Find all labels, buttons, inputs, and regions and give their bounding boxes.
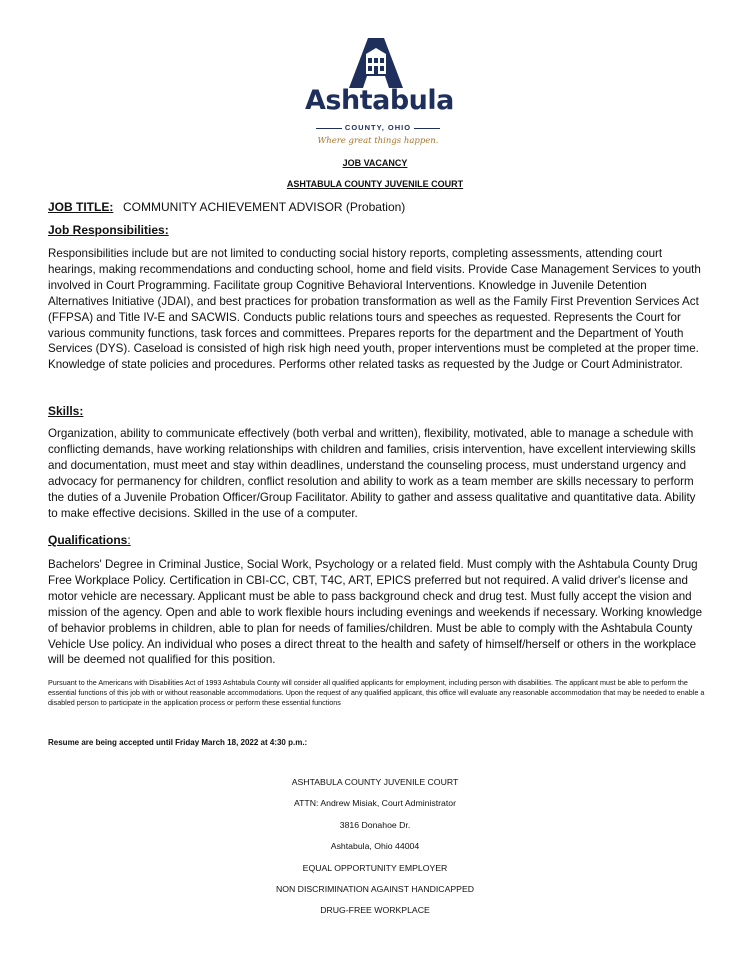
qualifications-heading: [48, 533, 131, 548]
county-logo: [305, 38, 454, 150]
ada-notice: Pursuant to the Americans with Disabilities Act of 1993 Ashtabula County will consider all qualified applicants for employment, including person with disabilities. The applicant must be able to perform the essential functions of this job with or without reasonable accommodations. Upon the request of any qualified applicant, this office will evaluate any reasonable accommodation that may be needed to enable a disabled person to participate in the application process or perform these essential functions: [48, 678, 705, 707]
equal-opportunity-line: EQUAL OPPORTUNITY EMPLOYER: [302, 862, 448, 873]
qualifications-heading-text: Qualifications: [48, 533, 128, 547]
resume-deadline: Resume are being accepted until Friday March 18, 2022 at 4:30 p.m.:: [48, 738, 308, 747]
non-discrimination-line: NON DISCRIMINATION AGAINST HANDICAPPED: [275, 884, 475, 895]
logo-county-line: [305, 123, 451, 133]
logo-tagline: Where great things happen.: [317, 136, 439, 146]
drug-free-line: DRUG-FREE WORKPLACE: [320, 905, 430, 916]
address-court: ASHTABULA COUNTY JUVENILE COURT: [291, 777, 459, 787]
address-attn: ATTN: Andrew Misiak, Court Administrator: [293, 798, 457, 809]
job-title-label: JOB TITLE:: [48, 200, 114, 214]
courthouse-a-icon: [349, 38, 403, 88]
skills-heading: Skills:: [48, 404, 84, 418]
address-city: Ashtabula, Ohio 44004: [330, 841, 420, 852]
job-title-line: [48, 200, 406, 215]
qualifications-colon: :: [127, 533, 131, 547]
court-heading: ASHTABULA COUNTY JUVENILE COURT: [286, 179, 464, 189]
logo-wordmark: Ashtabula: [305, 85, 454, 116]
responsibilities-heading: Job Responsibilities:: [48, 223, 169, 237]
job-title-value: COMMUNITY ACHIEVEMENT ADVISOR (Probation): [123, 200, 406, 214]
logo-county-text: COUNTY, OHIO: [344, 123, 412, 132]
qualifications-text: Bachelors' Degree in Criminal Justice, Social Work, Psychology or a related field. Must comply with the Ashtabula County Drug Free Workplace Policy. Certification in CBI-CC, CBT, T4C, ART, EPICS preferred but not required. A valid driver's license and motor vehicle are necessary. Applicant must be able to pass background check and drug test. Must fully accept the vision and mission of the agency. Open and able to work flexible hours including evenings and weekends if necessary. Working knowledge of behavior problems in children, able to plan for needs of families/children. Must be able to comply with the Ashtabula County Vehicle Use policy. An individual who poses a direct threat to the health and safety of himself/herself or others in the workplace will be deemed not qualified for this position.: [48, 558, 703, 667]
mailing-address-block: [0, 772, 750, 922]
job-vacancy-heading: JOB VACANCY: [342, 158, 408, 168]
address-street: 3816 Donahoe Dr.: [339, 819, 411, 830]
responsibilities-text: Responsibilities include but are not limited to conducting social history reports, completing assessments, attending court hearings, making recommendations and conducting school, home and field visits. Provide Case Management Services to youth involved in Court Programming. Facilitate group Cognitive Behavioral Interventions. Knowledge in Juvenile Detention Alternatives Initiative (JDAI), and best practices for probation transformation as well as the Family First Prevention Services Act (FFPSA) and Title IV-E and SACWIS. Conducts public relations tours and speeches as requested. Represents the Court for various community functions, task forces and committees. Prepares reports for the department and the Department of Youth Services (DYS). Caseload is consisted of high risk high need youth, proper interventions must be completed at the proper time. Knowledge of state policies and procedures. Performs other related tasks as requested by the Judge or Court Administrator.: [48, 247, 701, 372]
skills-text: Organization, ability to communicate effectively (both verbal and written), flexibility, motivated, able to manage a schedule with conflicting demands, have working relationships with children and families, crisis intervention, have excellent interviewing skills and documentation, must meet and stay within deadlines, understand the counseling process, must understand urgency and advocacy for permanency for children, conflict resolution and ability to work as a team member are skills necessary to perform the duties of a Juvenile Probation Officer/Group Facilitator. Ability to gather and assess qualitative and quantitative data. Ability to make effective decisions. Skilled in the use of a computer.: [48, 427, 696, 520]
